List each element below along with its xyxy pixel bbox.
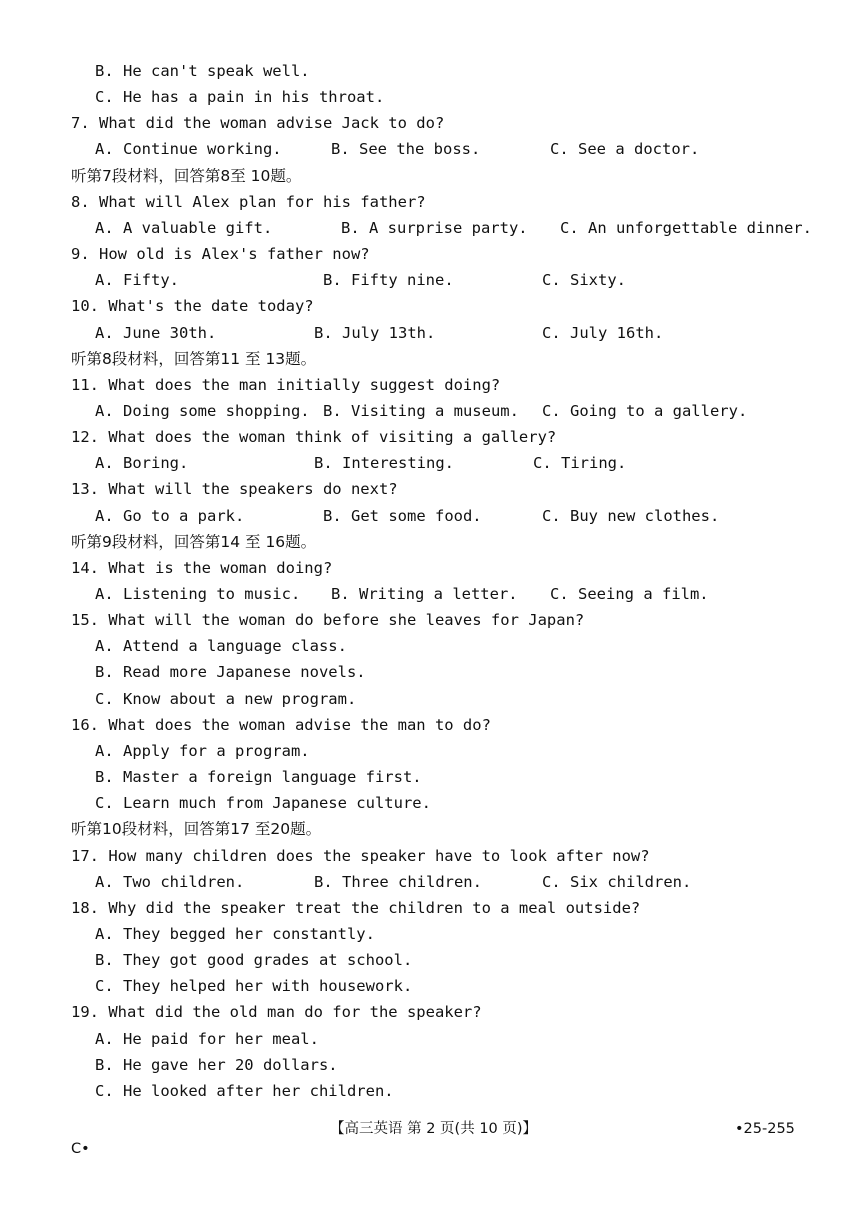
question-text: 7. What did the woman advise Jack to do? bbox=[71, 114, 445, 132]
paper-code: •25-255 bbox=[735, 1121, 795, 1137]
option-row bbox=[0, 267, 867, 293]
page-footer: 【高三英语 第 2 页(共 10 页)】 bbox=[330, 1121, 538, 1137]
answer-option: B. Writing a letter. bbox=[331, 585, 518, 603]
answer-option: B. A surprise party. bbox=[341, 219, 528, 237]
answer-option: B. Fifty nine. bbox=[323, 271, 454, 289]
question-text: 12. What does the woman think of visiting a gallery? bbox=[71, 428, 557, 446]
answer-option: A. Go to a park. bbox=[95, 507, 245, 525]
answer-option: C. He has a pain in his throat. bbox=[95, 88, 385, 106]
answer-option: B. He gave her 20 dollars. bbox=[95, 1056, 338, 1074]
section-instruction: 听第7段材料，回答第8至 10题。 bbox=[71, 167, 302, 185]
question-text: 19. What did the old man do for the speaker? bbox=[71, 1003, 482, 1021]
answer-option: A. Listening to music. bbox=[95, 585, 301, 603]
answer-option: A. Apply for a program. bbox=[95, 742, 310, 760]
option-row bbox=[0, 450, 867, 476]
answer-option: A. June 30th. bbox=[95, 324, 217, 342]
answer-option: C. He looked after her children. bbox=[95, 1082, 394, 1100]
option-row bbox=[0, 503, 867, 529]
answer-option: C. Sixty. bbox=[542, 271, 626, 289]
option-row bbox=[0, 581, 867, 607]
answer-option: A. Continue working. bbox=[95, 140, 282, 158]
answer-option: B. Three children. bbox=[314, 873, 482, 891]
answer-option: C. They helped her with housework. bbox=[95, 977, 413, 995]
answer-option: A. Two children. bbox=[95, 873, 245, 891]
answer-option: C. Tiring. bbox=[533, 454, 627, 472]
answer-option: C. Going to a gallery. bbox=[542, 402, 748, 420]
answer-option: B. They got good grades at school. bbox=[95, 951, 413, 969]
section-instruction: 听第9段材料，回答第14 至 16题。 bbox=[71, 533, 317, 551]
answer-option: B. He can't speak well. bbox=[95, 62, 310, 80]
question-text: 8. What will Alex plan for his father? bbox=[71, 193, 426, 211]
question-text: 14. What is the woman doing? bbox=[71, 559, 333, 577]
question-text: 9. How old is Alex's father now? bbox=[71, 245, 370, 263]
option-row bbox=[0, 869, 867, 895]
answer-option: A. Attend a language class. bbox=[95, 637, 347, 655]
option-row bbox=[0, 215, 867, 241]
answer-option: A. Fifty. bbox=[95, 271, 179, 289]
question-text: 16. What does the woman advise the man to do? bbox=[71, 716, 491, 734]
answer-option: B. Visiting a museum. bbox=[323, 402, 519, 420]
question-text: 15. What will the woman do before she leaves for Japan? bbox=[71, 611, 585, 629]
option-row bbox=[0, 398, 867, 424]
answer-option: B. Read more Japanese novels. bbox=[95, 663, 366, 681]
answer-option: A. He paid for her meal. bbox=[95, 1030, 319, 1048]
answer-option: C. Buy new clothes. bbox=[542, 507, 720, 525]
question-text: 17. How many children does the speaker have to look after now? bbox=[71, 847, 650, 865]
question-text: 11. What does the man initially suggest doing? bbox=[71, 376, 501, 394]
answer-option: C. Six children. bbox=[542, 873, 692, 891]
question-text: 18. Why did the speaker treat the children to a meal outside? bbox=[71, 899, 641, 917]
corner-mark: C• bbox=[71, 1141, 90, 1157]
option-row bbox=[0, 136, 867, 162]
section-instruction: 听第10段材料，回答第17 至20题。 bbox=[71, 820, 322, 838]
answer-option: C. July 16th. bbox=[542, 324, 664, 342]
answer-option: B. See the boss. bbox=[331, 140, 481, 158]
answer-option: B. July 13th. bbox=[314, 324, 436, 342]
option-row bbox=[0, 320, 867, 346]
answer-option: C. Seeing a film. bbox=[550, 585, 709, 603]
answer-option: B. Master a foreign language first. bbox=[95, 768, 422, 786]
question-text: 13. What will the speakers do next? bbox=[71, 480, 398, 498]
answer-option: A. A valuable gift. bbox=[95, 219, 273, 237]
answer-option: A. Doing some shopping. bbox=[95, 402, 310, 420]
answer-option: C. Know about a new program. bbox=[95, 690, 357, 708]
answer-option: B. Get some food. bbox=[323, 507, 482, 525]
answer-option: C. Learn much from Japanese culture. bbox=[95, 794, 431, 812]
question-text: 10. What's the date today? bbox=[71, 297, 314, 315]
answer-option: A. They begged her constantly. bbox=[95, 925, 375, 943]
answer-option: B. Interesting. bbox=[314, 454, 454, 472]
answer-option: C. An unforgettable dinner. bbox=[560, 219, 812, 237]
section-instruction: 听第8段材料，回答第11 至 13题。 bbox=[71, 350, 317, 368]
answer-option: C. See a doctor. bbox=[550, 140, 700, 158]
answer-option: A. Boring. bbox=[95, 454, 189, 472]
